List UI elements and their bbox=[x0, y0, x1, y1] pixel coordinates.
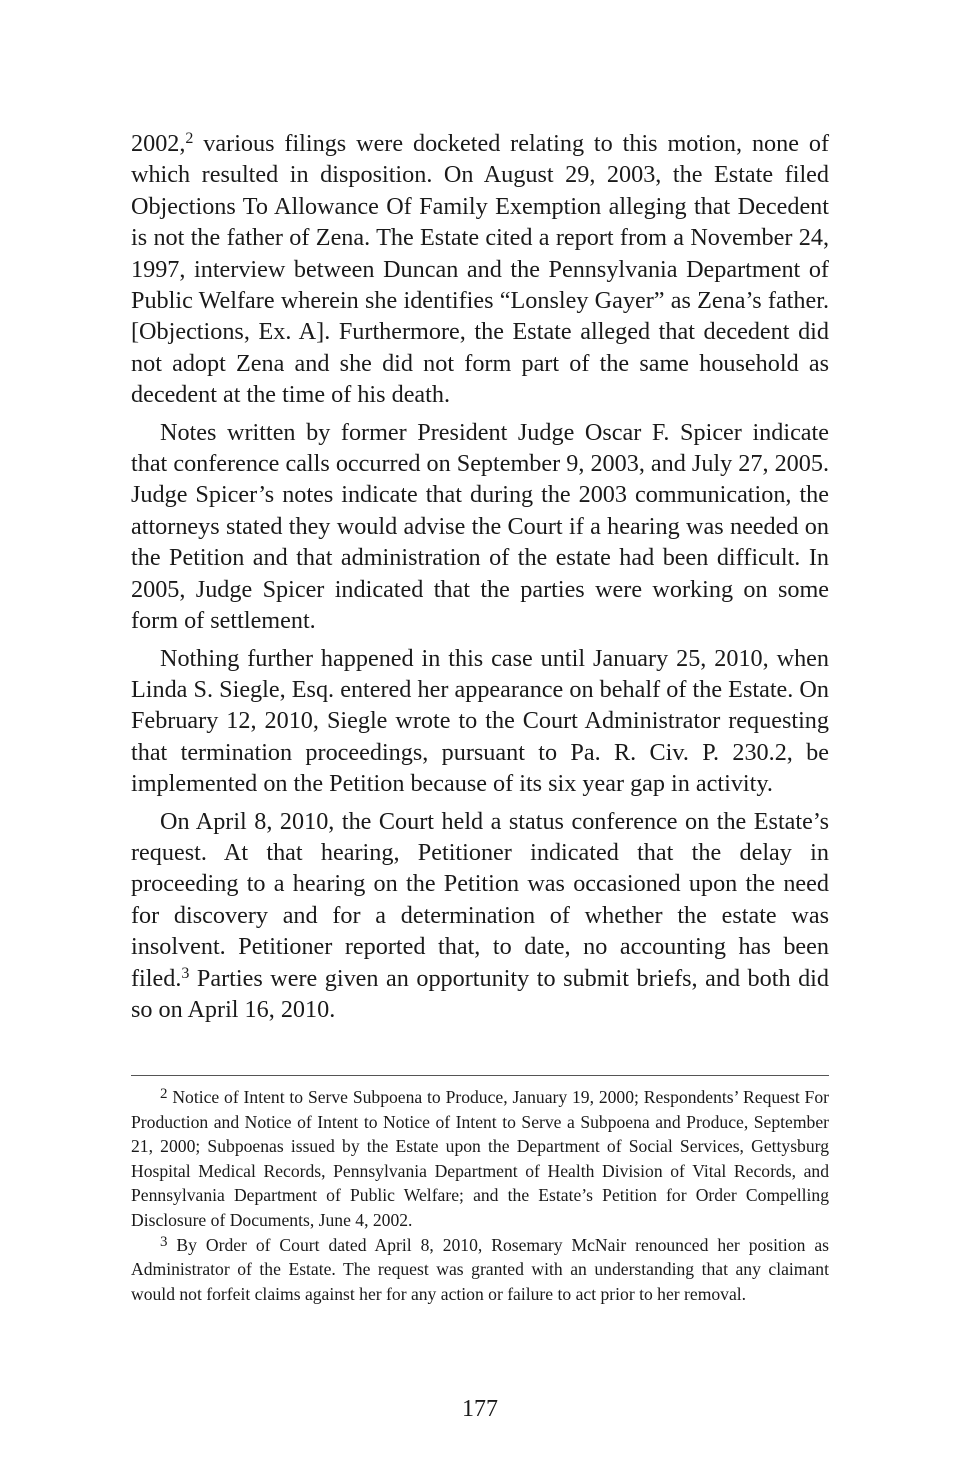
footnote-3 bbox=[131, 1233, 829, 1307]
main-text bbox=[131, 128, 829, 1025]
footnote-2-text: Notice of Intent to Serve Subpoena to Produce, January 19, 2000; Respondents’ Request For Production and Notice of Intent to Notice of Intent to Serve a Subpoena and Produce, September 21, 2000; Subpoenas issued by the Estate upon the Department of Social Services, Gettysburg Hospital Medical Records, Pennsylvania Department of Health Division of Vital Records, and Pennsylvania Department of Public Welfare; and the Estate’s Petition for Order Compelling Disclosure of Documents, June 4, 2002. bbox=[131, 1087, 829, 1230]
footnotes bbox=[131, 1085, 829, 1306]
paragraph-3: Nothing further happened in this case until January 25, 2010, when Linda S. Siegle, Esq. entered her appearance on behalf of the Estate. On February 12, 2010, Siegle wrote to the Court Administrator requesting that termination proceedings, pursuant to Pa. R. Civ. P. 230.2, be implemented on the Petition because of its six year gap in activity. bbox=[131, 644, 829, 798]
page-number: 177 bbox=[462, 1396, 498, 1422]
footnote-2-marker: 2 bbox=[160, 1085, 168, 1102]
paragraph-4 bbox=[131, 806, 829, 1026]
paragraph-1 bbox=[131, 128, 829, 411]
footnote-ref-3[interactable]: 3 bbox=[181, 964, 190, 982]
paragraph-2: Notes written by former President Judge Oscar F. Spicer indicate that conference calls occurred on September 9, 2003, and July 27, 2005. Judge Spicer’s notes indicate that during the 2003 communication, the attorneys stated they would advise the Court if a hearing was needed on the Petition and that administration of the estate had been difficult. In 2005, Judge Spicer indicated that the parties were working on some form of settlement. bbox=[131, 418, 829, 635]
paragraph-1-rest: various filings were docketed relating to this motion, none of which resulted in disposition. On August 29, 2003, the Estate filed Objections To Allowance Of Family Exemption alleging that Decedent is not the father of Zena. The Estate cited a report from a November 24, 1997, interview between Duncan and the Pennsylvania Department of Public Welfare wherein she identifies “Lonsley Gayer” as Zena’s father. [Objections, Ex. A]. Furthermore, the Estate alleged that decedent did not adopt Zena and she did not form part of the same household as decedent at the time of his death. bbox=[131, 130, 829, 409]
footnote-3-marker: 3 bbox=[160, 1233, 168, 1250]
paragraph-4-rest: Parties were given an opportunity to submit briefs, and both did so on April 16, 2010. bbox=[131, 964, 829, 1023]
footnote-2 bbox=[131, 1085, 829, 1233]
footnote-3-text: By Order of Court dated April 8, 2010, Rosemary McNair renounced her position as Administrator of the Estate. The request was granted with an understanding that any claimant would not forfeit claims against her for any action or failure to act prior to her removal. bbox=[131, 1234, 829, 1304]
paragraph-4-start: On April 8, 2010, the Court held a status conference on the Estate’s request. At that hearing, Petitioner indicated that the delay in proceeding to a hearing on the Petition was occasioned upon the need for discovery and for a determination of whether the estate was insolvent. Petitioner reported that, to date, no accounting has been filed. bbox=[131, 807, 829, 992]
paragraph-1-start: 2002, bbox=[131, 130, 186, 157]
footnote-divider bbox=[131, 1075, 829, 1076]
footnote-ref-2[interactable]: 2 bbox=[185, 130, 194, 147]
